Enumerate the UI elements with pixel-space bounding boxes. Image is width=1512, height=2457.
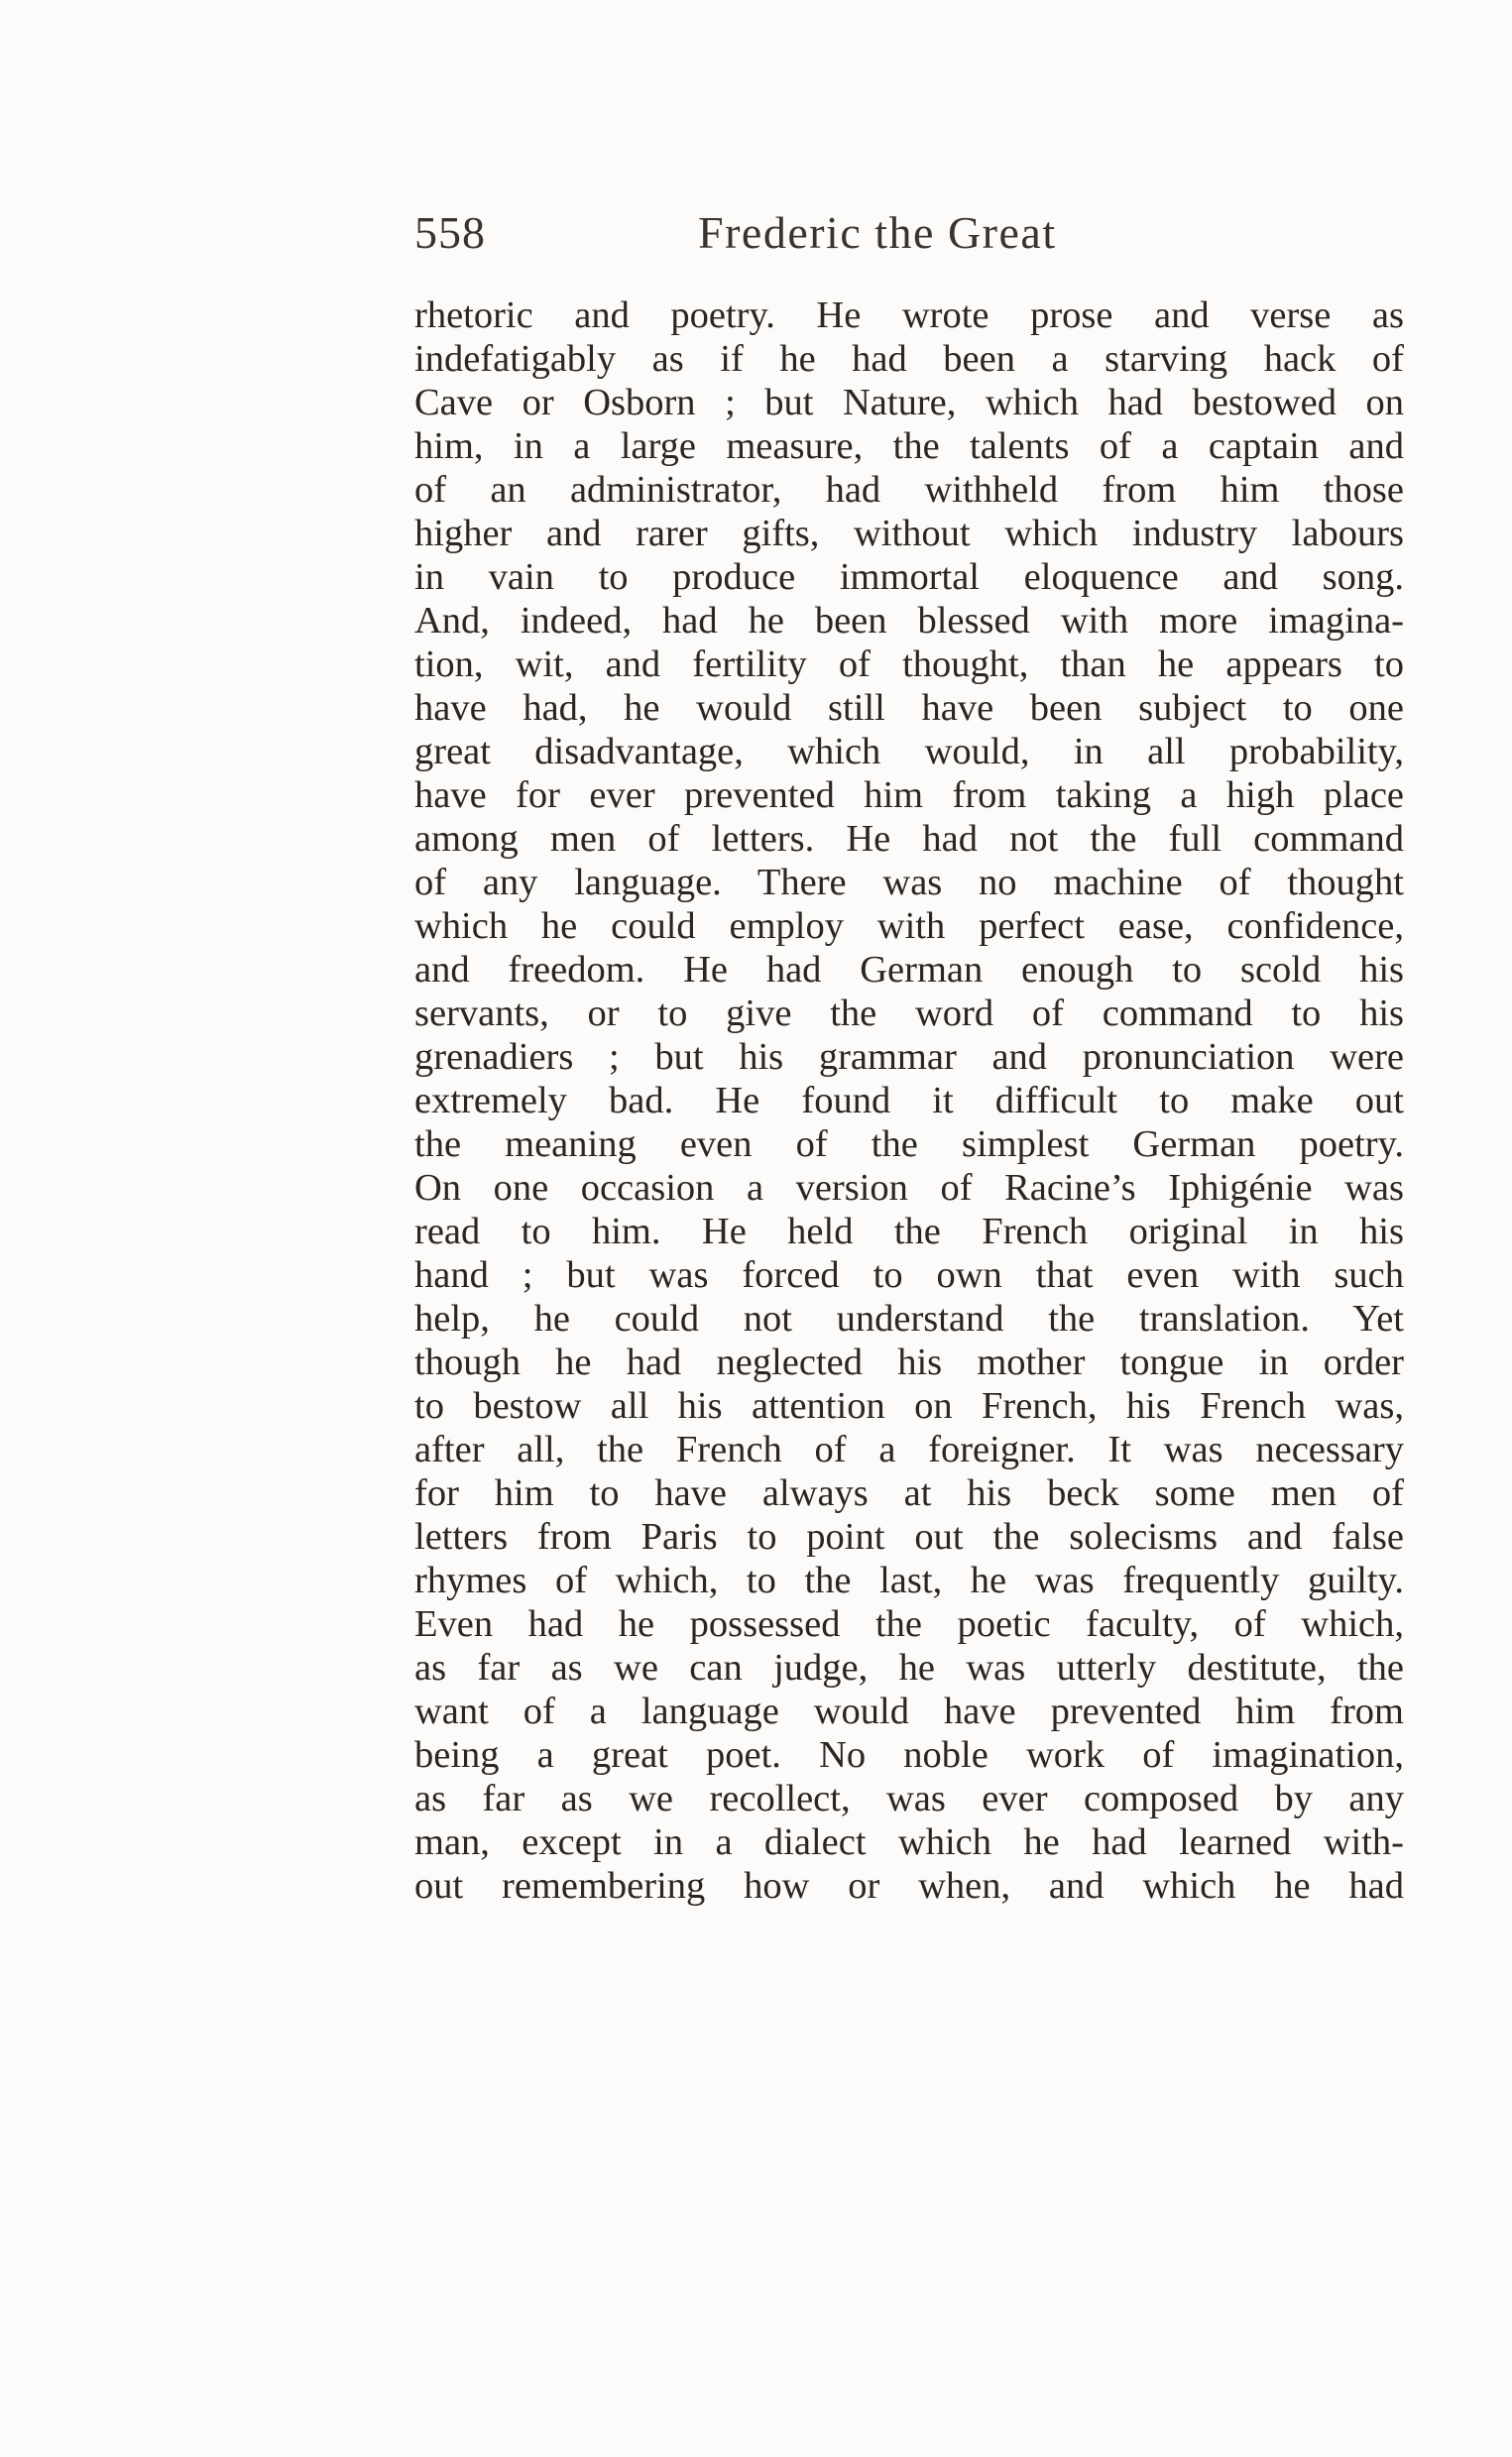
- text-line: higher and rarer gifts, without which industry labours: [414, 513, 1404, 554]
- text-line: of any language. There was no machine of thought: [414, 862, 1404, 903]
- text-line: want of a language would have prevented him from: [414, 1691, 1404, 1732]
- text-line: great disadvantage, which would, in all probability,: [414, 731, 1404, 772]
- page-number: 558: [414, 207, 486, 258]
- text-line: help, he could not understand the translation. Yet: [414, 1298, 1404, 1340]
- text-line: for him to have always at his beck some men of: [414, 1472, 1404, 1514]
- text-line: out remembering how or when, and which he had: [414, 1865, 1404, 1907]
- text-line: Cave or Osborn ; but Nature, which had bestowed on: [414, 382, 1404, 423]
- text-line: in vain to produce immortal eloquence and song.: [414, 556, 1404, 598]
- text-line: among men of letters. He had not the full command: [414, 818, 1404, 860]
- text-line: rhetoric and poetry. He wrote prose and verse as: [414, 294, 1404, 336]
- text-line: hand ; but was forced to own that even with such: [414, 1254, 1404, 1296]
- text-line: though he had neglected his mother tongue in order: [414, 1342, 1404, 1383]
- text-line: indefatigably as if he had been a starving hack of: [414, 338, 1404, 380]
- text-line: rhymes of which, to the last, he was frequently guilty.: [414, 1560, 1404, 1601]
- text-line: extremely bad. He found it difficult to make out: [414, 1080, 1404, 1121]
- text-line: him, in a large measure, the talents of a captain and: [414, 425, 1404, 467]
- text-line: tion, wit, and fertility of thought, than he appears to: [414, 644, 1404, 685]
- text-line: servants, or to give the word of command to his: [414, 993, 1404, 1034]
- text-line: being a great poet. No noble work of imagination,: [414, 1734, 1404, 1776]
- text-line: and freedom. He had German enough to scold his: [414, 949, 1404, 991]
- text-line: grenadiers ; but his grammar and pronunciation were: [414, 1036, 1404, 1078]
- text-line: which he could employ with perfect ease, confidence,: [414, 905, 1404, 947]
- text-line: have had, he would still have been subject to one: [414, 687, 1404, 729]
- text-line: have for ever prevented him from taking a high place: [414, 774, 1404, 816]
- text-line: On one occasion a version of Racine’s Iphigénie was: [414, 1167, 1404, 1209]
- text-line: of an administrator, had withheld from him those: [414, 469, 1404, 511]
- text-line: as far as we can judge, he was utterly destitute, the: [414, 1647, 1404, 1689]
- text-line: man, except in a dialect which he had learned with-: [414, 1821, 1404, 1863]
- text-line: read to him. He held the French original in his: [414, 1211, 1404, 1252]
- running-head: [414, 206, 1406, 270]
- text-line: after all, the French of a foreigner. It was necessary: [414, 1429, 1404, 1470]
- text-line: to bestow all his attention on French, his French was,: [414, 1385, 1404, 1427]
- text-line: letters from Paris to point out the solecisms and false: [414, 1516, 1404, 1558]
- text-line: as far as we recollect, was ever composed by any: [414, 1778, 1404, 1819]
- text-line: the meaning even of the simplest German poetry.: [414, 1123, 1404, 1165]
- body-text: [414, 293, 1404, 1908]
- running-title: Frederic the Great: [698, 207, 1057, 258]
- text-line: And, indeed, had he been blessed with more imagina-: [414, 600, 1404, 642]
- text-line: Even had he possessed the poetic faculty, of which,: [414, 1603, 1404, 1645]
